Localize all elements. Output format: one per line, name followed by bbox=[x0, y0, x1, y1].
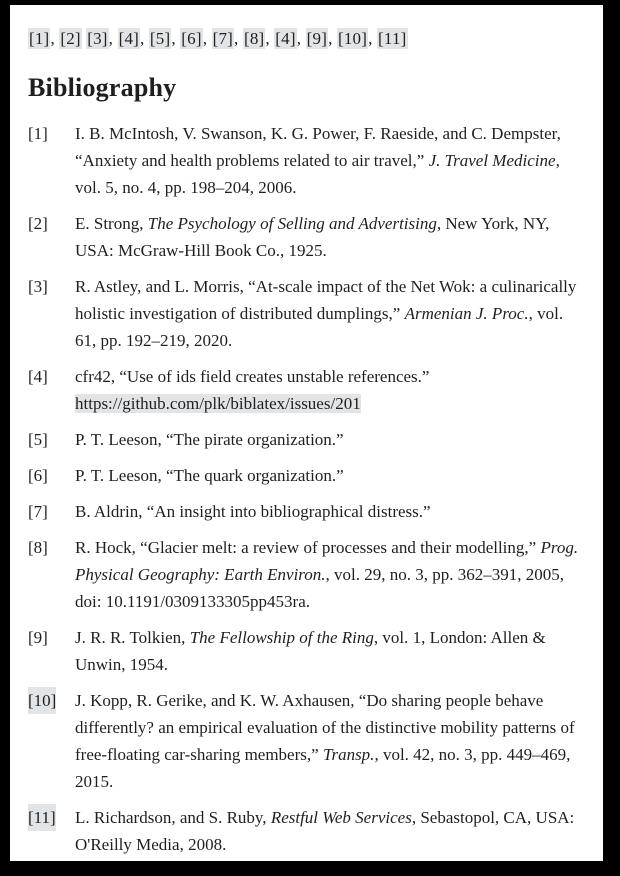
reference-text-segment: P. T. Leeson, “The pirate organization.” bbox=[75, 430, 344, 449]
reference-text bbox=[75, 466, 344, 485]
reference-text bbox=[75, 430, 344, 449]
reference-text-segment: cfr42, “Use of ids field creates unstable references.” bbox=[75, 367, 430, 386]
reference-text bbox=[75, 502, 431, 521]
citation-link[interactable]: [8] bbox=[243, 29, 265, 48]
reference-url-link[interactable]: https://github.com/plk/biblatex/issues/201 bbox=[75, 394, 361, 413]
reference-entry bbox=[28, 804, 583, 858]
reference-label: [9] bbox=[28, 628, 48, 647]
citation-link[interactable]: [10] bbox=[337, 29, 368, 48]
reference-label: [8] bbox=[28, 538, 48, 557]
reference-label: [1] bbox=[28, 124, 48, 143]
reference-title-italic: The Fellowship of the Ring bbox=[189, 628, 374, 647]
reference-entry bbox=[28, 210, 583, 264]
reference-text-segment: , vol. 29, no. 3, pp. 362–391, 2005, doi: 10.1191/0309133305pp453ra. bbox=[75, 565, 565, 611]
reference-text bbox=[75, 808, 574, 854]
reference-text-segment: , Sebastopol, CA, USA: O'Reilly Media, 2008. bbox=[75, 808, 575, 854]
reference-entry bbox=[28, 120, 583, 201]
citation-link[interactable]: [11] bbox=[378, 29, 407, 48]
citation-line: [1], [2] [3], [4], [5], [6], [7], [8], [4], [9], [10], [11] bbox=[29, 29, 407, 48]
reference-text bbox=[75, 628, 546, 674]
reference-label: [7] bbox=[28, 502, 48, 521]
reference-label[interactable]: [11] bbox=[28, 804, 56, 831]
reference-text bbox=[75, 124, 561, 197]
reference-list bbox=[28, 120, 583, 858]
reference-entry bbox=[28, 363, 583, 417]
reference-text-segment: P. T. Leeson, “The quark organization.” bbox=[75, 466, 344, 485]
citation-link[interactable]: [4] bbox=[118, 29, 140, 48]
bibliography-heading: Bibliography bbox=[28, 73, 177, 102]
reference-text-segment: J. Kopp, R. Gerike, and K. W. Axhausen, “Do sharing people behave differently? an empirical evaluation of the distinctive mobility patterns of free-floating car-sharing members,” bbox=[75, 691, 575, 764]
reference-entry bbox=[28, 624, 583, 678]
citation-link[interactable]: [4] bbox=[275, 29, 296, 48]
reference-text bbox=[75, 538, 578, 611]
citation-link[interactable]: [7] bbox=[212, 29, 234, 48]
reference-text-segment: , vol. 61, pp. 192–219, 2020. bbox=[75, 304, 564, 350]
reference-entry bbox=[28, 534, 583, 615]
reference-title-italic: J. Travel Medicine bbox=[428, 151, 556, 170]
reference-entry bbox=[28, 687, 583, 795]
reference-text-segment: , New York, NY, USA: McGraw-Hill Book Co., 1925. bbox=[75, 214, 550, 260]
reference-text-segment: I. B. McIntosh, V. Swanson, K. G. Power, F. Raeside, and C. Dempster, “Anxiety and health problems related to air travel,” bbox=[75, 124, 561, 170]
citation-link[interactable]: [6] bbox=[181, 29, 202, 48]
reference-title-italic: Transp. bbox=[322, 745, 375, 764]
reference-text-segment: , vol. 1, London: Allen & Unwin, 1954. bbox=[75, 628, 546, 674]
reference-label: [6] bbox=[28, 466, 48, 485]
reference-text bbox=[75, 691, 575, 791]
reference-entry bbox=[28, 498, 583, 525]
reference-entry bbox=[28, 426, 583, 453]
reference-entry bbox=[28, 273, 583, 354]
reference-label: [3] bbox=[28, 277, 48, 296]
reference-text-segment: J. R. R. Tolkien, bbox=[75, 628, 190, 647]
citation-link[interactable]: [9] bbox=[306, 29, 328, 48]
reference-label: [5] bbox=[28, 430, 48, 449]
reference-label[interactable]: [10] bbox=[28, 687, 56, 714]
citation-link[interactable]: [5] bbox=[149, 29, 171, 48]
reference-text-segment: L. Richardson, and S. Ruby, bbox=[75, 808, 271, 827]
reference-label: [4] bbox=[28, 367, 48, 386]
reference-title-italic: Armenian J. Proc. bbox=[404, 304, 529, 323]
reference-title-italic: Restful Web Services bbox=[270, 808, 412, 827]
reference-text-segment: B. Aldrin, “An insight into bibliographical distress.” bbox=[75, 502, 431, 521]
reference-text-segment: , vol. 5, no. 4, pp. 198–204, 2006. bbox=[75, 151, 560, 197]
reference-text bbox=[75, 277, 576, 350]
reference-text-segment: , vol. 42, no. 3, pp. 449–469, 2015. bbox=[75, 745, 571, 791]
reference-entry bbox=[28, 462, 583, 489]
citation-link[interactable]: [2] bbox=[60, 29, 81, 48]
reference-text bbox=[75, 214, 549, 260]
citation-link[interactable]: [1] bbox=[29, 29, 50, 48]
reference-text-segment: R. Hock, “Glacier melt: a review of processes and their modelling,” bbox=[75, 538, 541, 557]
reference-text bbox=[75, 367, 429, 413]
reference-text-segment: R. Astley, and L. Morris, “At-scale impact of the Net Wok: a culinarically holistic investigation of distributed dumplings,” bbox=[75, 277, 577, 323]
citation-link[interactable]: [3] bbox=[87, 29, 108, 48]
document-page bbox=[10, 5, 603, 861]
reference-text-segment: E. Strong, bbox=[75, 214, 148, 233]
reference-label: [2] bbox=[28, 214, 48, 233]
reference-title-italic: Prog. Physical Geography: Earth Environ. bbox=[75, 538, 579, 584]
reference-title-italic: The Psychology of Selling and Advertising bbox=[147, 214, 437, 233]
